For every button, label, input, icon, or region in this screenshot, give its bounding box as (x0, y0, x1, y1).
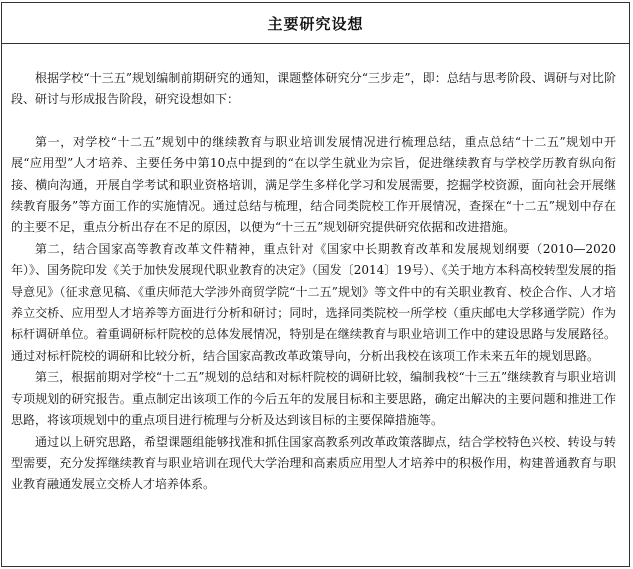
document-body (2, 44, 629, 496)
paragraph-second: 第二，结合国家高等教育改革文件精神，重点针对《国家中长期教育改革和发展规划纲要（2010—2020年）》、国务院印发《关于加快发展现代职业教育的决定》（国发〔2014〕19号）、《关于地方本科高校转型发展的指导意见》（征求意见稿、《重庆师范大学涉外商贸学院“十二五”规划》等文件中的有关职业教育、校企合作、人才培养立交桥、应用型人才培养等方面进行分析和研讨；同时，选择同类院校一所学校（重庆邮电大学移通学院）作为标杆调研单位。着重调研标杆院校的总体发展情况，特别是在继续教育与职业培训工作中的建设思路与发展路径。通过对标杆院校的调研和比较分析，结合国家高教改革政策导向，分析出我校在该项工作未来五年的规划思路。 (11, 241, 616, 363)
intro-paragraph: 根据学校“十三五”规划编制前期研究的通知，课题整体研究分“三步走”，即：总结与思考阶段、调研与对比阶段、研讨与形成报告阶段，研究设想如下： (11, 71, 616, 107)
paragraph-first: 第一，对学校“十二五”规划中的继续教育与职业培训发展情况进行梳理总结，重点总结“十二五”规划中开展“应用型”人才培养、主要任务中第10点中提到的“在以学生就业为宗旨，促进继续教育与学校学历教育纵向衔接、横向沟通，开展自学考试和职业资格培训，满足学生多样化学习和发展需要，挖掘学校资源，面向社会开展继续教育服务”等方面工作的实施情况。通过总结与梳理，结合同类院校工作开展情况，查探在“十二五”规划中存在的主要不足，重点分析出存在不足的原因，以便为“十三五”规划研究提供研究依据和改进措施。 (11, 134, 616, 235)
document-frame (1, 2, 630, 567)
paragraph-third: 第三，根据前期对学校“十二五”规划的总结和对标杆院校的调研比较，编制我校“十三五”继续教育与职业培训专项规划的研究报告。重点制定出该项工作的今后五年的发展目标和主要思路，确定出解决的主要问题和推进工作思路，将该项规划中的重点项目进行梳理与分析及达到该目标的主要保障措施等。 (11, 370, 616, 428)
paragraph-conclusion: 通过以上研究思路，希望课题组能够找准和抓住国家高教系列改革政策落脚点，结合学校特色兴校、转设与转型需要，充分发挥继续教育与职业培训在现代大学治理和高素质应用型人才培养中的积极作用，构建普通教育与职业教育融通发展立交桥人才培养体系。 (11, 434, 616, 492)
paragraph-spacer (11, 111, 616, 132)
document-title: 主要研究设想 (267, 14, 364, 33)
title-row (2, 3, 629, 44)
